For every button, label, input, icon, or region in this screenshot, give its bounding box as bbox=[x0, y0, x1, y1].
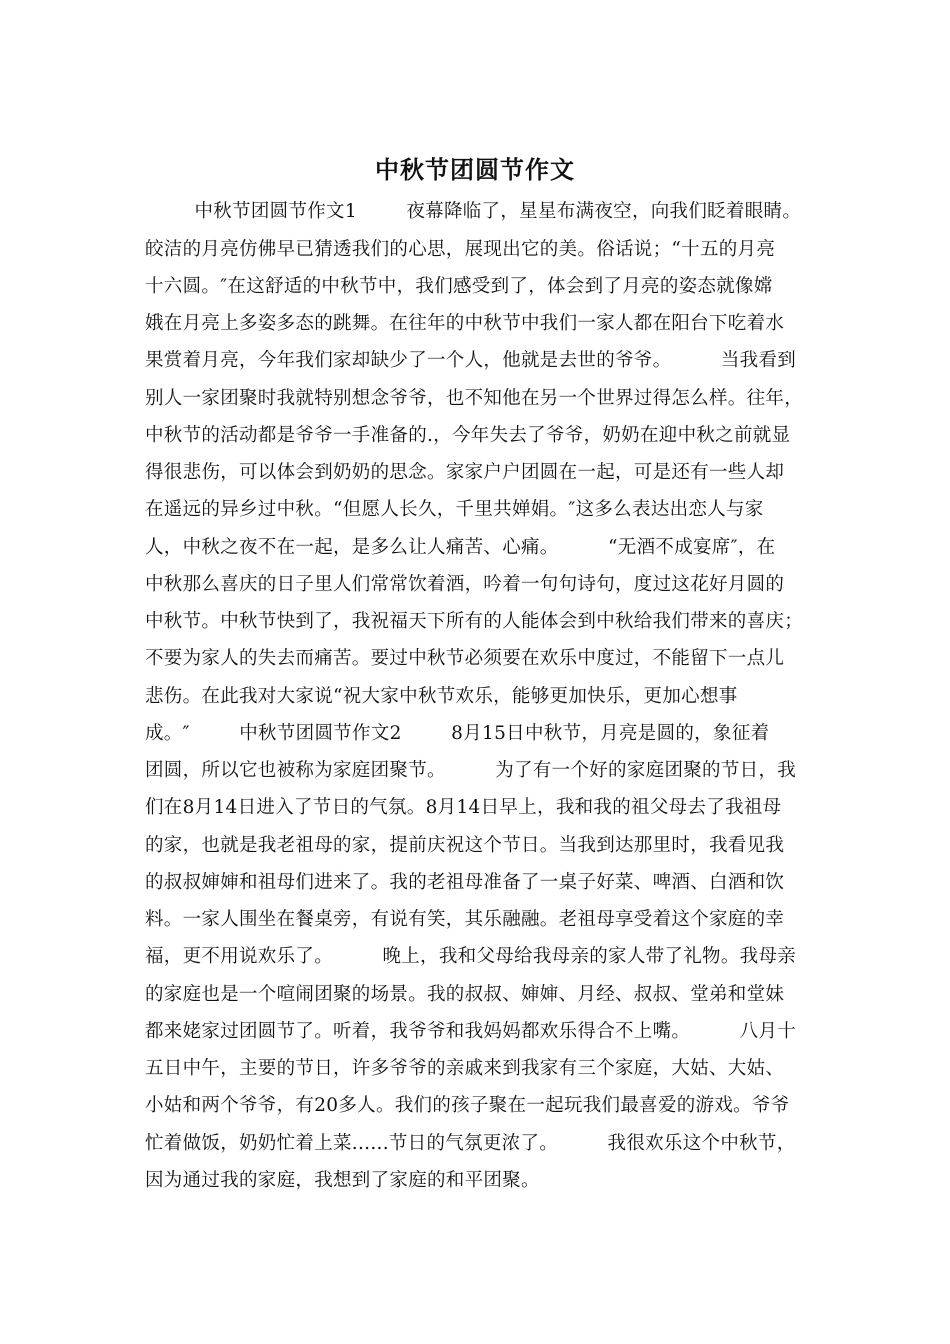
text-line: 小姑和两个爷爷，有20多人。我们的孩子聚在一起玩我们最喜爱的游戏。爷爷 bbox=[145, 1095, 790, 1116]
text-line: 中秋节团圆节作文1 夜幕降临了，星星布满夜空，向我们眨着眼睛。 bbox=[145, 201, 802, 222]
text-line: 得很悲伤，可以体会到奶奶的思念。家家户户团圆在一起，可是还有一些人却 bbox=[145, 462, 785, 483]
text-line: 的家，也就是我老祖母的家，提前庆祝这个节日。当我到达那里时，我看见我 bbox=[145, 835, 785, 856]
text-line: 在遥远的异乡过中秋。“但愿人长久，千里共婵娟。″这多么表达出恋人与家 bbox=[145, 499, 764, 520]
text-line: 忙着做饭，奶奶忙着上菜......节日的气氛更浓了。 我很欢乐这个中秋节， bbox=[145, 1133, 796, 1154]
text-line: 五日中午，主要的节日，许多爷爷的亲戚来到我家有三个家庭，大姑、大姑、 bbox=[145, 1058, 785, 1079]
text-line: 料。一家人围坐在餐桌旁，有说有笑，其乐融融。老祖母享受着这个家庭的幸 bbox=[145, 909, 785, 930]
text-line: 团圆，所以它也被称为家庭团聚节。 为了有一个好的家庭团聚的节日，我 bbox=[145, 760, 797, 781]
text-line: 不要为家人的失去而痛苦。要过中秋节必须要在欢乐中度过，不能留下一点儿 bbox=[145, 648, 785, 669]
text-line: 悲伤。在此我对大家说“祝大家中秋节欢乐，能够更加快乐，更加心想事 bbox=[145, 686, 738, 707]
text-line: 成。″ 中秋节团圆节作文2 8月15日中秋节，月亮是圆的，象征着 bbox=[145, 723, 770, 744]
text-line: 中秋那么喜庆的日子里人们常常饮着酒，吟着一句句诗句，度过这花好月圆的 bbox=[145, 574, 785, 595]
text-line: 皎洁的月亮仿佛早已猜透我们的心思，展现出它的美。俗话说；“十五的月亮 bbox=[145, 239, 776, 260]
text-line: 福，更不用说欢乐了。 晚上，我和父母给我母亲的家人带了礼物。我母亲 bbox=[145, 946, 797, 967]
text-line: 因为通过我的家庭，我想到了家庭的和平团聚。 bbox=[145, 1170, 540, 1191]
text-line: 的叔叔婶婶和祖母们进来了。我的老祖母准备了一桌子好菜、啤酒、白酒和饮 bbox=[145, 872, 785, 893]
text-line: 们在8月14日进入了节日的气氛。8月14日早上，我和我的祖父母去了我祖母 bbox=[145, 797, 782, 818]
document-title: 中秋节团圆节作文 bbox=[375, 155, 575, 184]
text-line: 果赏着月亮，今年我们家却缺少了一个人，他就是去世的爷爷。 当我看到 bbox=[145, 350, 797, 371]
text-line: 十六圆。″在这舒适的中秋节中，我们感受到了，体会到了月亮的姿态就像嫦 bbox=[145, 276, 773, 297]
text-line: 别人一家团聚时我就特别想念爷爷，也不知他在另一个世界过得怎么样。往年， bbox=[145, 388, 804, 409]
text-line: 中秋节。中秋节快到了，我祝福天下所有的人能体会到中秋给我们带来的喜庆； bbox=[145, 611, 804, 632]
text-line: 的家庭也是一个喧闹团聚的场景。我的叔叔、婶婶、月经、叔叔、堂弟和堂妹 bbox=[145, 984, 785, 1005]
text-line: 人，中秋之夜不在一起，是多么让人痛苦、心痛。 “无酒不成宴席″，在 bbox=[145, 537, 776, 558]
text-line: 娥在月亮上多姿多态的跳舞。在往年的中秋节中我们一家人都在阳台下吃着水 bbox=[145, 313, 785, 334]
text-line: 都来姥家过团圆节了。听着，我爷爷和我妈妈都欢乐得合不上嘴。 八月十 bbox=[145, 1021, 797, 1042]
text-line: 中秋节的活动都是爷爷一手准备的.，今年失去了爷爷，奶奶在迎中秋之前就显 bbox=[145, 425, 791, 446]
